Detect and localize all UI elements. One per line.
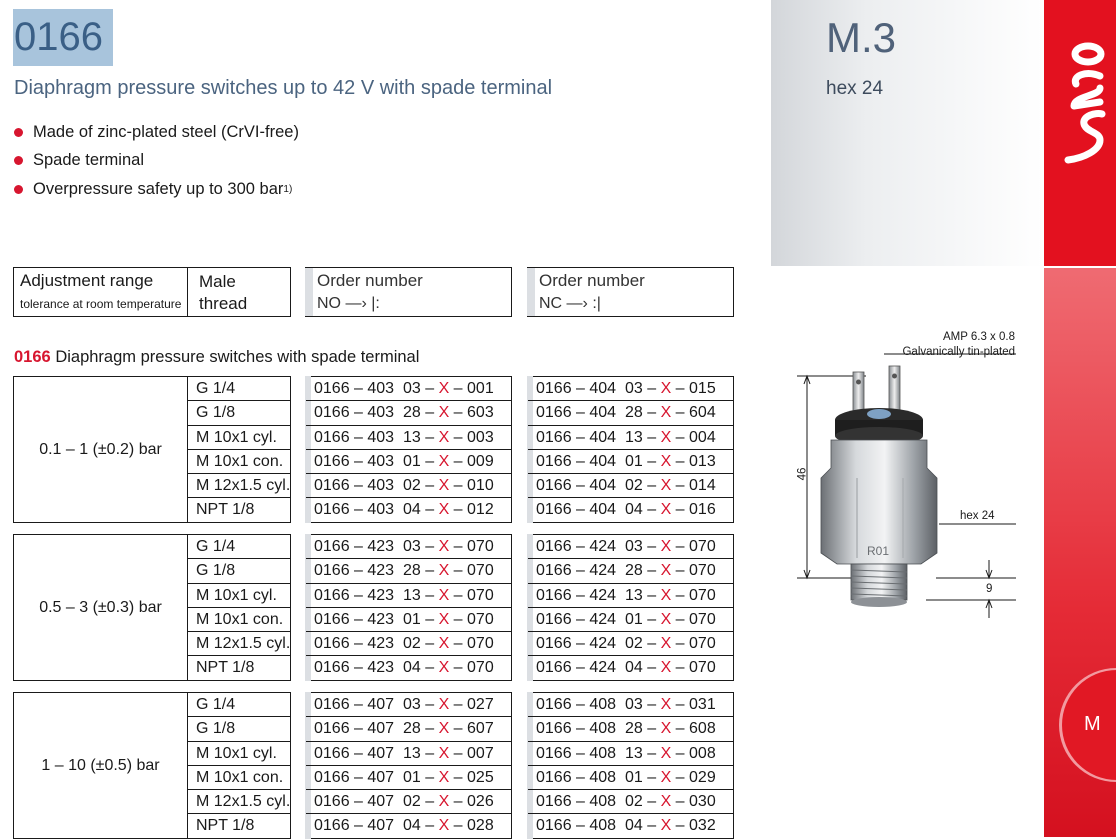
order-number-prefix: 0166 – 423 01 – [314,610,439,628]
terminal-spec-line: Galvanically tin-plated [902,346,1015,358]
order-number-cell [528,693,733,717]
order-number-suffix: – 604 [671,404,716,422]
pressure-setting-placeholder: X [438,380,450,397]
order-number-suffix: – 070 [671,586,716,604]
pressure-setting-placeholder: X [660,696,672,713]
pressure-range-group [13,376,735,523]
order-number-cell [306,608,511,632]
pressure-setting-placeholder: X [438,452,450,470]
pressure-setting-placeholder: X [438,659,450,677]
pressure-setting-placeholder: X [660,768,672,786]
order-number-prefix: 0166 – 424 13 – [536,586,661,604]
thread-cell: M 10x1 cyl. [188,742,290,766]
order-number-suffix: – 070 [449,586,494,604]
column-header-no [305,267,512,317]
order-number-prefix: 0166 – 404 28 – [536,404,661,422]
order-number-cell [306,450,511,474]
order-number-prefix: 0166 – 407 01 – [314,768,439,786]
feature-item: Made of zinc-plated steel (CrVI-free) [14,118,299,147]
order-number-suffix: – 013 [671,452,716,470]
order-number-suffix: – 070 [449,635,494,653]
hex-size: hex 24 [826,78,884,99]
order-number-prefix: 0166 – 403 02 – [314,477,439,495]
pressure-setting-placeholder: X [660,659,672,677]
order-number-cell [306,632,511,656]
thread-cell: NPT 1/8 [196,501,255,519]
order-number-prefix: 0166 – 404 03 – [536,380,661,397]
order-number-suffix: – 029 [671,768,716,786]
order-number-nc-sub: NC —› :| [539,295,601,312]
order-number-prefix: 0166 – 404 01 – [536,452,661,470]
order-number-cell [528,717,733,741]
order-number-suffix: – 607 [449,720,494,738]
dimension-thread-length: 9 [986,583,993,595]
order-number-prefix: 0166 – 408 03 – [536,696,661,713]
thread-column [187,534,291,681]
order-number-prefix: 0166 – 407 03 – [314,696,439,713]
order-number-cell [528,584,733,608]
thread-column [187,376,291,523]
order-number-suffix: – 015 [671,380,716,397]
order-number-prefix: 0166 – 407 04 – [314,817,439,835]
order-number-cell [528,450,733,474]
column-header-specs [13,267,291,317]
pressure-setting-placeholder: X [660,404,672,422]
order-number-cell [306,535,511,559]
order-number-suffix: – 070 [449,610,494,628]
pressure-setting-placeholder: X [438,477,450,495]
order-number-cell [306,742,511,766]
suco-logo-icon [1056,40,1112,170]
pressure-setting-placeholder: X [660,452,672,470]
order-number-prefix: 0166 – 403 28 – [314,404,439,422]
order-number-suffix: – 026 [449,793,494,811]
pressure-setting-placeholder: X [660,380,672,397]
pressure-setting-placeholder: X [438,428,450,446]
thread-cell: M 10x1 cyl. [188,426,290,450]
order-number-prefix: 0166 – 424 01 – [536,610,661,628]
order-number-cell [528,790,733,814]
footnote-mark: 1) [283,183,293,195]
order-number-nc-title: Order number [539,271,645,290]
order-number-cell [528,766,733,790]
order-number-suffix: – 027 [449,696,494,713]
order-number-prefix: 0166 – 404 13 – [536,428,661,446]
order-number-cell [306,693,511,717]
order-number-prefix: 0166 – 424 02 – [536,635,661,653]
section-label: Diaphragm pressure switches with spade terminal [55,348,420,366]
order-number-prefix: 0166 – 403 01 – [314,452,439,470]
tolerance-note: tolerance at room temperature [20,297,182,311]
order-number-prefix: 0166 – 424 04 – [536,659,661,677]
order-number-no-sub: NO —› |: [317,295,380,312]
order-number-cell [306,426,511,450]
order-number-cell [528,814,733,838]
thread-cell: NPT 1/8 [196,817,255,835]
order-number-cell [528,426,733,450]
order-number-suffix: – 025 [449,768,494,786]
adjustment-range-cell: 0.5 – 3 (±0.3) bar [13,534,188,681]
pressure-setting-placeholder: X [660,562,672,580]
order-number-prefix: 0166 – 403 04 – [314,501,439,519]
chapter-tab-label: M [1084,713,1101,735]
order-number-nc-column [527,534,734,681]
order-number-prefix: 0166 – 404 02 – [536,477,661,495]
order-number-prefix: 0166 – 407 13 – [314,744,439,762]
terminal-spec [880,330,1015,360]
pressure-setting-placeholder: X [438,404,450,422]
order-number-cell [528,559,733,583]
dimension-hex: hex 24 [960,510,995,522]
order-number-suffix: – 070 [449,562,494,580]
pressure-setting-placeholder: X [660,817,672,835]
side-panel-top [771,0,1044,266]
order-number-no-column [305,692,512,839]
order-number-cell [528,535,733,559]
pressure-switch-drawing [771,328,1044,628]
order-number-prefix: 0166 – 404 04 – [536,501,661,519]
order-number-suffix: – 028 [449,817,494,835]
order-number-cell [528,401,733,425]
order-number-cell [306,766,511,790]
body-marking: R01 [867,544,890,558]
order-number-no-column [305,376,512,523]
order-number-suffix: – 070 [671,562,716,580]
order-number-cell [306,584,511,608]
order-number-suffix: – 070 [671,659,716,677]
thread-cell: M 10x1 con. [188,450,290,474]
bullet-icon [14,156,23,165]
order-number-cell [528,498,733,522]
pressure-setting-placeholder: X [438,817,450,835]
thread-cell: M 10x1 con. [188,608,290,632]
pressure-setting-placeholder: X [438,793,450,811]
order-number-suffix: – 070 [449,659,494,677]
order-number-suffix: – 010 [449,477,494,495]
thread-cell: G 1/4 [188,535,290,559]
order-number-prefix: 0166 – 408 04 – [536,817,661,835]
order-number-cell [306,559,511,583]
pressure-range-group [13,692,735,839]
order-number-suffix: – 070 [671,610,716,628]
order-number-suffix: – 003 [449,428,494,446]
order-number-no-column [305,534,512,681]
order-number-prefix: 0166 – 403 03 – [314,380,439,397]
order-number-suffix: – 070 [449,538,494,555]
pressure-setting-placeholder: X [438,538,450,555]
order-number-prefix: 0166 – 408 02 – [536,793,661,811]
bullet-icon [14,128,23,137]
order-number-prefix: 0166 – 408 01 – [536,768,661,786]
pressure-setting-placeholder: X [438,696,450,713]
pressure-setting-placeholder: X [660,720,672,738]
order-number-no-title: Order number [317,271,423,290]
order-number-suffix: – 032 [671,817,716,835]
feature-list [14,118,299,204]
order-number-suffix: – 001 [449,380,494,397]
order-number-suffix: – 030 [671,793,716,811]
order-number-suffix: – 603 [449,404,494,422]
order-number-prefix: 0166 – 423 03 – [314,538,439,555]
pressure-setting-placeholder: X [438,610,450,628]
order-number-cell [306,377,511,401]
adjustment-range-header: Adjustment range [20,271,154,290]
order-number-cell [306,474,511,498]
pressure-setting-placeholder: X [660,744,672,762]
order-number-suffix: – 008 [671,744,716,762]
thread-cell: G 1/8 [188,717,290,741]
product-subtitle: Diaphragm pressure switches up to 42 V with spade terminal [14,77,553,99]
pressure-range-group [13,534,735,681]
adjustment-range-cell: 0.1 – 1 (±0.2) bar [13,376,188,523]
thread-column [187,692,291,839]
order-number-prefix: 0166 – 424 03 – [536,538,661,555]
pressure-setting-placeholder: X [660,793,672,811]
order-number-suffix: – 070 [671,635,716,653]
order-number-cell [306,401,511,425]
order-number-cell [306,717,511,741]
order-number-suffix: – 016 [671,501,716,519]
adjustment-range-cell: 1 – 10 (±0.5) bar [13,692,188,839]
pressure-setting-placeholder: X [438,635,450,653]
feature-item: Overpressure safety up to 300 bar 1) [14,175,299,204]
order-number-prefix: 0166 – 423 04 – [314,659,439,677]
pressure-setting-placeholder: X [438,586,450,604]
thread-cell: G 1/8 [188,559,290,583]
order-number-prefix: 0166 – 403 13 – [314,428,439,446]
order-number-suffix: – 007 [449,744,494,762]
order-number-cell [528,632,733,656]
order-number-suffix: – 012 [449,501,494,519]
section-title [14,348,419,367]
order-number-suffix: – 608 [671,720,716,738]
pressure-setting-placeholder: X [438,720,450,738]
product-code: 0166 [13,9,113,66]
male-thread-header: Male thread [199,272,248,313]
order-number-cell [528,474,733,498]
order-number-cell [306,790,511,814]
order-number-nc-column [527,376,734,523]
pressure-setting-placeholder: X [438,744,450,762]
pressure-setting-placeholder: X [660,635,672,653]
order-number-suffix: – 014 [671,477,716,495]
order-number-prefix: 0166 – 423 02 – [314,635,439,653]
series-code: M.3 [826,14,897,61]
order-number-prefix: 0166 – 423 13 – [314,586,439,604]
order-number-cell [306,656,511,680]
order-number-cell [528,377,733,401]
pressure-setting-placeholder: X [660,477,672,495]
order-number-nc-column [527,692,734,839]
thread-cell: M 12x1.5 cyl. [188,474,290,498]
order-number-suffix: – 004 [671,428,716,446]
thread-cell: G 1/8 [188,401,290,425]
order-number-cell [306,498,511,522]
thread-cell: NPT 1/8 [196,659,255,677]
pressure-setting-placeholder: X [660,586,672,604]
pressure-setting-placeholder: X [660,428,672,446]
pressure-setting-placeholder: X [660,538,672,555]
order-number-prefix: 0166 – 407 02 – [314,793,439,811]
pressure-setting-placeholder: X [438,768,450,786]
terminal-spec-line: AMP 6.3 x 0.8 [942,331,1015,343]
order-number-cell [528,656,733,680]
column-header-nc [527,267,734,317]
thread-cell: G 1/4 [188,693,290,717]
thread-cell: M 12x1.5 cyl. [188,790,290,814]
order-number-prefix: 0166 – 424 28 – [536,562,661,580]
order-number-cell [528,608,733,632]
section-code: 0166 [14,348,51,366]
order-number-prefix: 0166 – 408 28 – [536,720,661,738]
order-number-cell [528,742,733,766]
feature-item: Spade terminal [14,147,299,176]
pressure-setting-placeholder: X [660,501,672,519]
order-number-cell [306,814,511,838]
thread-cell: G 1/4 [188,377,290,401]
order-number-suffix: – 031 [671,696,716,713]
order-number-prefix: 0166 – 407 28 – [314,720,439,738]
bullet-icon [14,185,23,194]
pressure-setting-placeholder: X [438,501,450,519]
order-number-prefix: 0166 – 408 13 – [536,744,661,762]
thread-cell: M 10x1 con. [188,766,290,790]
pressure-setting-placeholder: X [660,610,672,628]
order-number-prefix: 0166 – 423 28 – [314,562,439,580]
order-number-suffix: – 070 [671,538,716,555]
thread-cell: M 12x1.5 cyl. [188,632,290,656]
dimension-height: 46 [796,467,809,481]
thread-cell: M 10x1 cyl. [188,584,290,608]
order-number-suffix: – 009 [449,452,494,470]
pressure-setting-placeholder: X [438,562,450,580]
